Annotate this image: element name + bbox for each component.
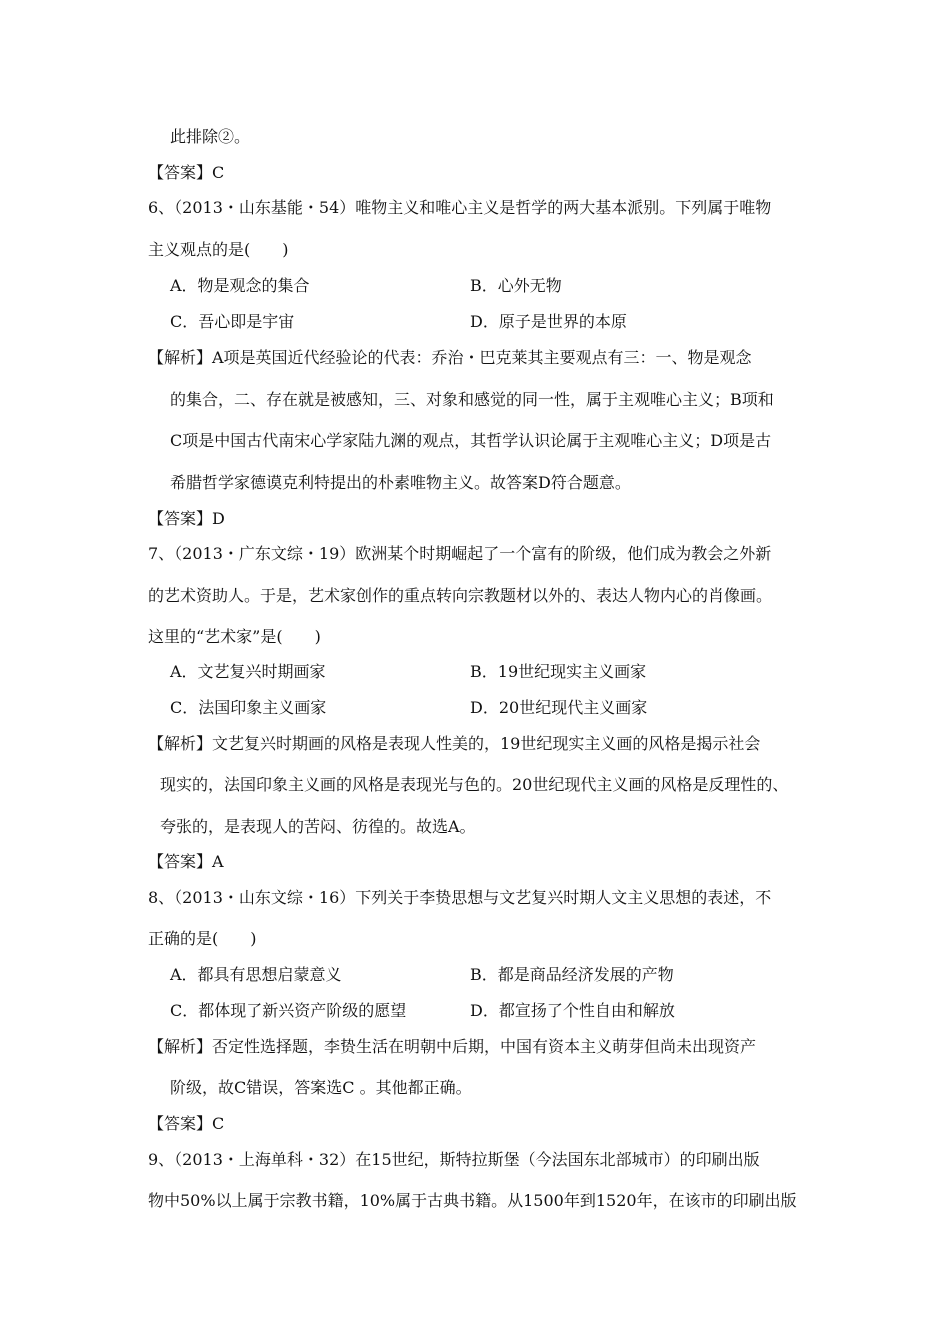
question-8-explanation: 阶级，故C错误，答案选C 。其他都正确。 xyxy=(170,1078,472,1097)
question-8-option-c: C．都体现了新兴资产阶级的愿望 xyxy=(170,1001,407,1020)
question-8-option-d: D．都宣扬了个性自由和解放 xyxy=(470,1001,675,1020)
question-6-option-d: D．原子是世界的本原 xyxy=(470,312,627,331)
question-7-stem: 这里的“艺术家”是( ) xyxy=(148,627,321,646)
question-6-explanation: 的集合，二、存在就是被感知，三、对象和感觉的同一性，属于主观唯心主义；B项和 xyxy=(170,390,774,409)
question-6-explanation: 【解析】A项是英国近代经验论的代表：乔治・巴克莱其主要观点有三：一、物是观念 xyxy=(148,348,752,367)
question-7-option-b: B．19世纪现实主义画家 xyxy=(470,662,647,681)
question-7-answer: 【答案】A xyxy=(148,852,224,871)
question-7-option-c: C．法国印象主义画家 xyxy=(170,698,327,717)
question-6-answer: 【答案】D xyxy=(148,509,225,528)
question-9-stem: 9、（2013・上海单科・32）在15世纪，斯特拉斯堡（今法国东北部城市）的印刷出版 xyxy=(148,1150,760,1169)
question-7-option-a: A．文艺复兴时期画家 xyxy=(170,662,326,681)
text-line: 此排除②。 xyxy=(170,127,251,146)
question-7-explanation: 夸张的，是表现人的苦闷、彷徨的。故选A。 xyxy=(160,817,476,836)
question-8-answer: 【答案】C xyxy=(148,1114,225,1133)
question-6-option-c: C．吾心即是宇宙 xyxy=(170,312,295,331)
question-9-stem: 物中50%以上属于宗教书籍，10%属于古典书籍。从1500年到1520年，在该市的印刷出版 xyxy=(148,1191,797,1210)
question-6-option-a: A．物是观念的集合 xyxy=(170,276,310,295)
question-6-option-b: B．心外无物 xyxy=(470,276,562,295)
question-7-option-d: D．20世纪现代主义画家 xyxy=(470,698,648,717)
question-7-explanation: 【解析】文艺复兴时期画的风格是表现人性美的，19世纪现实主义画的风格是揭示社会 xyxy=(148,734,761,753)
question-8-stem: 正确的是( ) xyxy=(148,929,257,948)
question-6-stem: 主义观点的是( ) xyxy=(148,240,289,259)
question-6-stem: 6、（2013・山东基能・54）唯物主义和唯心主义是哲学的两大基本派别。下列属于唯物 xyxy=(148,198,772,217)
question-7-stem: 的艺术资助人。于是，艺术家创作的重点转向宗教题材以外的、表达人物内心的肖像画。 xyxy=(148,586,773,605)
question-8-explanation: 【解析】否定性选择题，李贽生活在明朝中后期，中国有资本主义萌芽但尚未出现资产 xyxy=(148,1037,757,1056)
question-8-option-b: B．都是商品经济发展的产物 xyxy=(470,965,674,984)
question-8-stem: 8、（2013・山东文综・16）下列关于李贽思想与文艺复兴时期人文主义思想的表述，不 xyxy=(148,888,772,907)
question-7-stem: 7、（2013・广东文综・19）欧洲某个时期崛起了一个富有的阶级，他们成为教会之外新 xyxy=(148,544,772,563)
question-8-option-a: A．都具有思想启蒙意义 xyxy=(170,965,342,984)
question-7-explanation: 现实的，法国印象主义画的风格是表现光与色的。20世纪现代主义画的风格是反理性的、 xyxy=(160,775,789,794)
question-6-explanation: C项是中国古代南宋心学家陆九渊的观点，其哲学认识论属于主观唯心主义；D项是古 xyxy=(170,431,772,450)
answer-line: 【答案】C xyxy=(148,163,225,182)
question-6-explanation: 希腊哲学家德谟克利特提出的朴素唯物主义。故答案D符合题意。 xyxy=(170,473,631,492)
